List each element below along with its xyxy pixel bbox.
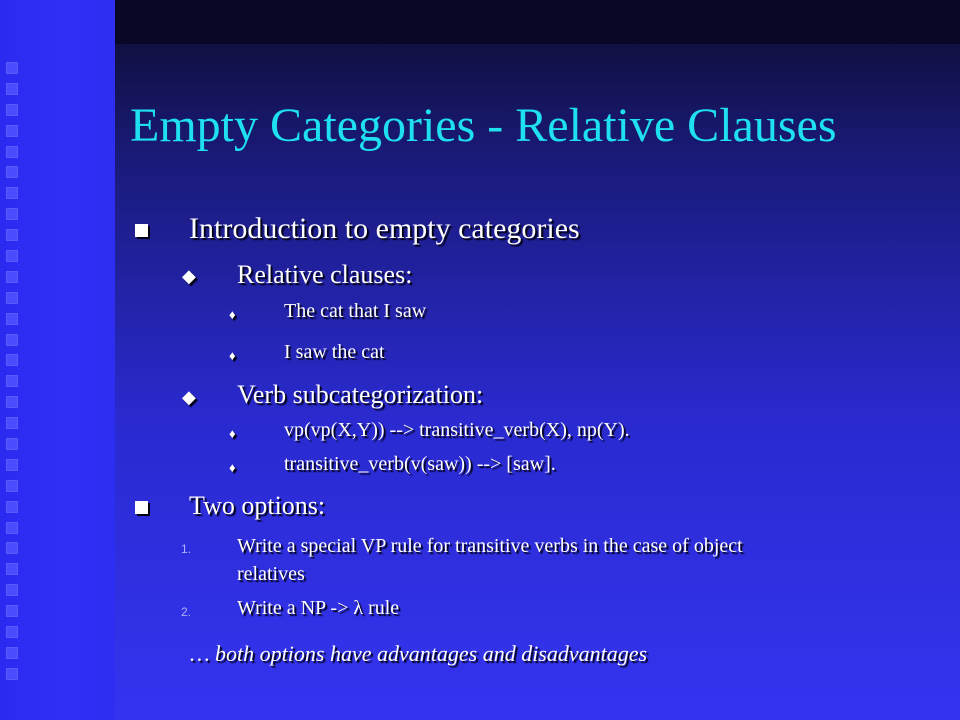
example-simple-sentence: I saw the cat — [284, 341, 385, 363]
list-number: 2. — [181, 605, 192, 619]
closing-remark: … both options have advantages and disadvantages — [190, 641, 648, 666]
bullet-intro: Introduction to empty categories — [189, 212, 580, 245]
decorative-square — [6, 626, 18, 638]
decorative-square — [6, 292, 18, 304]
small-diamond-bullet-icon: ♦ — [229, 426, 236, 441]
decorative-square — [6, 187, 18, 199]
decorative-square — [6, 459, 18, 471]
diamond-bullet-icon: ◆ — [182, 387, 196, 407]
decorative-square — [6, 563, 18, 575]
rule-transitive-verb: transitive_verb(v(saw)) --> [saw]. — [284, 453, 556, 475]
decorative-square — [6, 396, 18, 408]
decorative-square — [6, 522, 18, 534]
subbullet-verb-subcategorization: Verb subcategorization: — [237, 380, 484, 409]
square-bullet-icon — [135, 224, 148, 237]
small-diamond-bullet-icon: ♦ — [229, 348, 236, 363]
decorative-square — [6, 438, 18, 450]
decorative-square — [6, 417, 18, 429]
decorative-square-column — [6, 62, 24, 689]
rule-vp: vp(vp(X,Y)) --> transitive_verb(X), np(Y). — [284, 419, 630, 441]
decorative-square — [6, 313, 18, 325]
option-1-line-2: relatives — [237, 563, 305, 585]
slide-title: Empty Categories - Relative Clauses — [130, 99, 837, 152]
small-diamond-bullet-icon: ♦ — [229, 460, 236, 475]
list-number: 1. — [181, 542, 192, 556]
decorative-square — [6, 229, 18, 241]
small-diamond-bullet-icon: ♦ — [229, 307, 236, 322]
decorative-square — [6, 62, 18, 74]
decorative-square — [6, 668, 18, 680]
left-decorative-bar — [0, 0, 115, 720]
decorative-square — [6, 146, 18, 158]
decorative-square — [6, 208, 18, 220]
decorative-square — [6, 271, 18, 283]
decorative-square — [6, 104, 18, 116]
decorative-square — [6, 334, 18, 346]
square-bullet-icon — [135, 501, 148, 514]
diamond-bullet-icon: ◆ — [182, 266, 196, 286]
decorative-square — [6, 354, 18, 366]
subbullet-relative-clauses: Relative clauses: — [237, 260, 413, 289]
decorative-square — [6, 125, 18, 137]
bullet-two-options: Two options: — [189, 491, 326, 520]
top-dark-band — [115, 0, 960, 44]
decorative-square — [6, 584, 18, 596]
decorative-square — [6, 166, 18, 178]
decorative-square — [6, 250, 18, 262]
decorative-square — [6, 501, 18, 513]
decorative-square — [6, 647, 18, 659]
decorative-square — [6, 605, 18, 617]
example-relative-clause: The cat that I saw — [284, 300, 427, 322]
decorative-square — [6, 375, 18, 387]
option-1-line-1: Write a special VP rule for transitive verbs in the case of object — [237, 535, 743, 557]
decorative-square — [6, 542, 18, 554]
decorative-square — [6, 480, 18, 492]
decorative-square — [6, 83, 18, 95]
option-2: Write a NP -> λ rule — [237, 597, 400, 619]
